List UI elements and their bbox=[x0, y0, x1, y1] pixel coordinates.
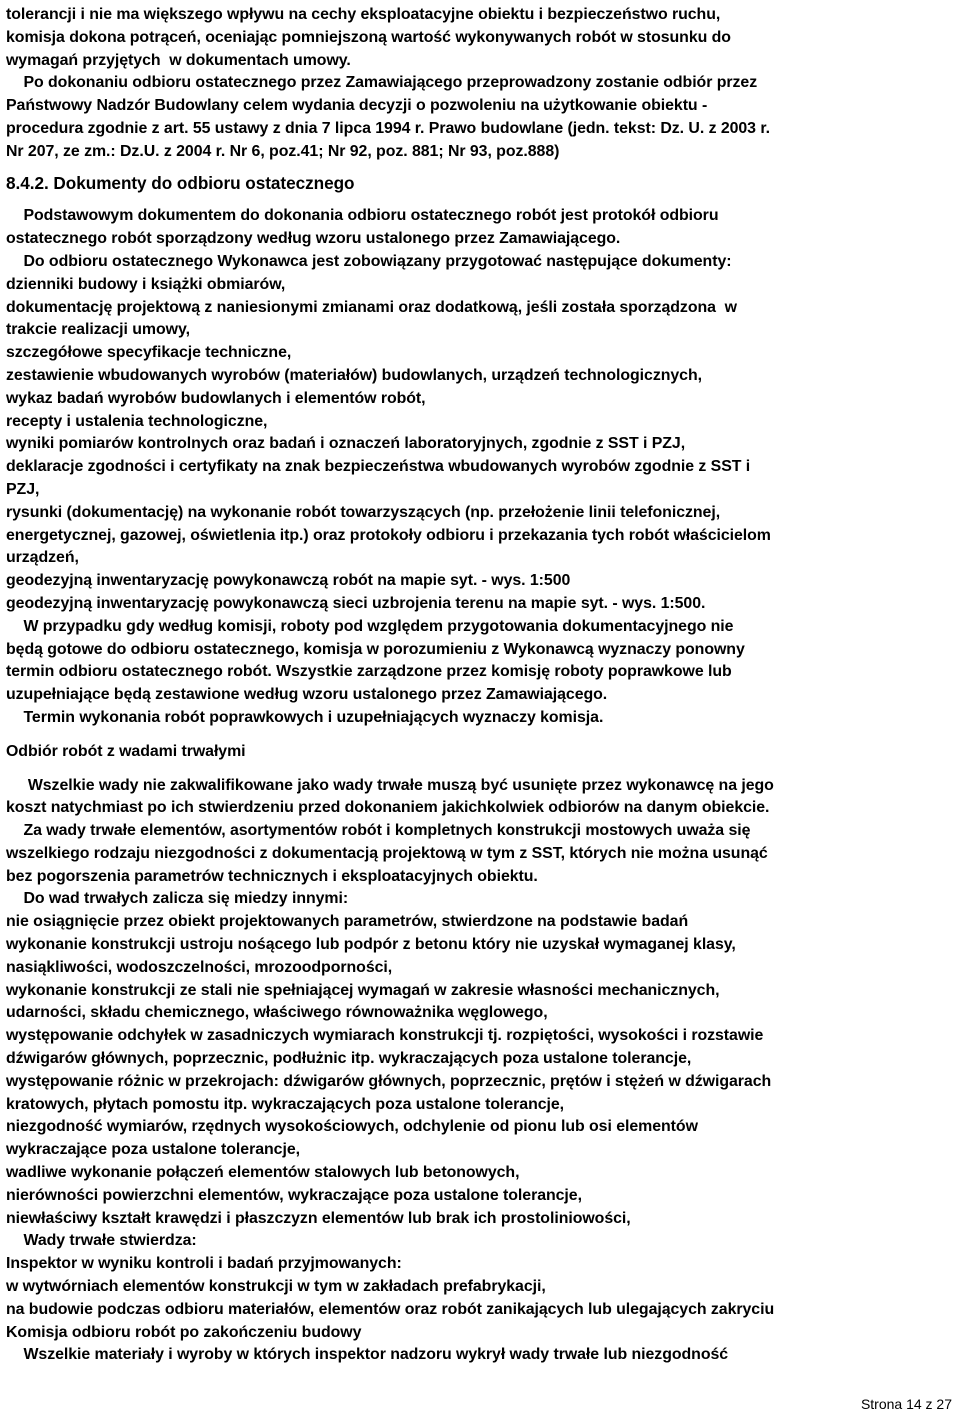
text-line: Inspektor w wyniku kontroli i badań przyjmowanych: bbox=[6, 1255, 402, 1273]
text-line: Do odbioru ostatecznego Wykonawca jest zobowiązany przygotować następujące dokumenty: bbox=[6, 252, 732, 270]
text-line: recepty i ustalenia technologiczne, bbox=[6, 412, 268, 430]
text-line: nie osiągnięcie przez obiekt projektowanych parametrów, stwierdzone na podstawie badań bbox=[6, 913, 689, 931]
page-number: Strona 14 z 27 bbox=[860, 1396, 952, 1412]
text-line: Wszelkie materiały i wyroby w których inspektor nadzoru wykrył wady trwałe lub niezgodność bbox=[6, 1346, 729, 1364]
paragraph-documents bbox=[6, 205, 952, 729]
text-line: W przypadku gdy według komisji, roboty pod względem przygotowania dokumentacyjnego nie bbox=[6, 617, 734, 635]
text-line: rysunki (dokumentację) na wykonanie robót towarzyszących (np. przełożenie linii telefonicznej, bbox=[6, 503, 721, 521]
text-line: ostatecznego robót sporządzony według wzoru ustalonego przez Zamawiającego. bbox=[6, 230, 621, 248]
text-line: dźwigarów głównych, poprzecznic, podłużnic itp. wykraczających poza ustalone tolerancje, bbox=[6, 1050, 692, 1068]
text-line: Po dokonaniu odbioru ostatecznego przez Zamawiającego przeprowadzony zostanie odbiór przez bbox=[6, 74, 758, 92]
text-line: Państwowy Nadzór Budowlany celem wydania decyzji o pozwoleniu na użytkowanie obiektu - bbox=[6, 97, 708, 115]
text-line: tolerancji i nie ma większego wpływu na cechy eksploatacyjne obiektu i bezpieczeństwo ruchu, bbox=[6, 6, 721, 23]
text-line: energetycznej, gazowej, oświetlenia itp.) oraz protokoły odbioru i przekazania tych robót właścicielom bbox=[6, 526, 771, 544]
text-line: uzupełniające będą zestawione według wzoru ustalonego przez Zamawiającego. bbox=[6, 686, 608, 704]
text-line: geodezyjną inwentaryzację powykonawczą sieci uzbrojenia terenu na mapie syt. - wys. 1:500. bbox=[6, 594, 706, 612]
text-line: udarności, składu chemicznego, właściwego równoważnika węglowego, bbox=[6, 1004, 548, 1022]
text-line: geodezyjną inwentaryzację powykonawczą robót na mapie syt. - wys. 1:500 bbox=[6, 572, 571, 590]
text-line: dokumentację projektową z naniesionymi zmianami oraz dodatkową, jeśli została sporządzona w bbox=[6, 298, 737, 316]
paragraph-wady bbox=[6, 775, 952, 1368]
text-line: występowanie odchyłek w zasadniczych wymiarach konstrukcji tj. rozpiętości, wysokości i rozstawie bbox=[6, 1027, 764, 1045]
text-line: wykonanie konstrukcji ze stali nie spełniającej wymagań w zakresie własności mechanicznych, bbox=[6, 981, 720, 999]
text-line: Wszelkie wady nie zakwalifikowane jako wady trwałe muszą być usunięte przez wykonawcę na jego bbox=[6, 776, 774, 794]
text-line: wadliwe wykonanie połączeń elementów stalowych lub betonowych, bbox=[6, 1164, 520, 1182]
text-line: Wady trwałe stwierdza: bbox=[6, 1232, 197, 1250]
document-page bbox=[6, 4, 952, 1367]
text-line: zestawienie wbudowanych wyrobów (materiałów) budowlanych, urządzeń technologicznych, bbox=[6, 366, 702, 384]
section-heading-842: 8.4.2. Dokumenty do odbioru ostatecznego bbox=[6, 172, 355, 193]
text-line: niewłaściwy kształt krawędzi i płaszczyzn elementów lub brak ich prostoliniowości, bbox=[6, 1209, 631, 1227]
text-line: bez pogorszenia parametrów technicznych i eksploatacyjnych obiektu. bbox=[6, 867, 538, 885]
text-line: wykonanie konstrukcji ustroju nośącego lub podpór z betonu który nie uzyskał wymaganej klasy, bbox=[6, 936, 736, 954]
text-line: Komisja odbioru robót po zakończeniu budowy bbox=[6, 1323, 362, 1341]
text-line: procedura zgodnie z art. 55 ustawy z dnia 7 lipca 1994 r. Prawo budowlane (jedn. tekst: Dz. U. z 2003 r. bbox=[6, 119, 770, 137]
text-line: na budowie podczas odbioru materiałów, elementów oraz robót zanikających lub ulegających zakryciu bbox=[6, 1300, 775, 1318]
text-line: PZJ, bbox=[6, 480, 40, 498]
text-line: Za wady trwałe elementów, asortymentów robót i kompletnych konstrukcji mostowych uważa się bbox=[6, 822, 751, 840]
text-line: kratowych, płytach pomostu itp. wykraczających poza ustalone tolerancje, bbox=[6, 1095, 565, 1113]
text-line: termin odbioru ostatecznego robót. Wszystkie zarządzone przez komisję roboty poprawkowe lub bbox=[6, 663, 732, 681]
text-line: nasiąkliwości, wodoszczelności, mrozoodporności, bbox=[6, 958, 393, 976]
section-heading-wady: Odbiór robót z wadami trwałymi bbox=[6, 742, 246, 760]
text-line: nierówności powierzchni elementów, wykraczające poza ustalone tolerancje, bbox=[6, 1186, 582, 1204]
text-line: Nr 207, ze zm.: Dz.U. z 2004 r. Nr 6, poz.41; Nr 92, poz. 881; Nr 93, poz.888) bbox=[6, 142, 560, 160]
text-line: Termin wykonania robót poprawkowych i uzupełniających wyznaczy komisja. bbox=[6, 708, 604, 726]
text-line: komisja dokona potrąceń, oceniając pomniejszoną wartość wykonywanych robót w stosunku do bbox=[6, 28, 731, 46]
text-line: dzienniki budowy i książki obmiarów, bbox=[6, 275, 286, 293]
text-line: trakcie realizacji umowy, bbox=[6, 321, 190, 339]
text-line: w wytwórniach elementów konstrukcji w tym w zakładach prefabrykacji, bbox=[6, 1278, 546, 1296]
text-line: deklaracje zgodności i certyfikaty na znak bezpieczeństwa wbudowanych wyrobów zgodnie z SST i bbox=[6, 458, 751, 476]
text-line: wyniki pomiarów kontrolnych oraz badań i oznaczeń laboratoryjnych, zgodnie z SST i PZJ, bbox=[6, 435, 686, 453]
text-line: wykaz badań wyrobów budowlanych i elementów robót, bbox=[6, 389, 426, 407]
text-line: będą gotowe do odbioru ostatecznego, komisja w porozumieniu z Wykonawcą wyznaczy ponowny bbox=[6, 640, 745, 658]
text-line: Do wad trwałych zalicza się miedzy innymi: bbox=[6, 890, 349, 908]
paragraph-intro bbox=[6, 4, 952, 164]
text-line: występowanie różnic w przekrojach: dźwigarów głównych, poprzecznic, prętów i stężeń w dźwigarach bbox=[6, 1072, 772, 1090]
text-line: Podstawowym dokumentem do dokonania odbioru ostatecznego robót jest protokół odbioru bbox=[6, 207, 719, 225]
text-line: niezgodność wymiarów, rzędnych wysokościowych, odchylenie od pionu lub osi elementów bbox=[6, 1118, 698, 1136]
text-line: urządzeń, bbox=[6, 549, 79, 567]
text-line: wszelkiego rodzaju niezgodności z dokumentacją projektową w tym z SST, których nie można usunąć bbox=[6, 844, 768, 862]
text-line: wykraczające poza ustalone tolerancje, bbox=[6, 1141, 300, 1159]
text-line: szczegółowe specyfikacje techniczne, bbox=[6, 344, 292, 362]
text-line: koszt natychmiast po ich stwierdzeniu przed dokonaniem jakichkolwiek odbiorów na danym obiekcie. bbox=[6, 799, 770, 817]
text-line: wymagań przyjętych w dokumentach umowy. bbox=[6, 51, 351, 69]
